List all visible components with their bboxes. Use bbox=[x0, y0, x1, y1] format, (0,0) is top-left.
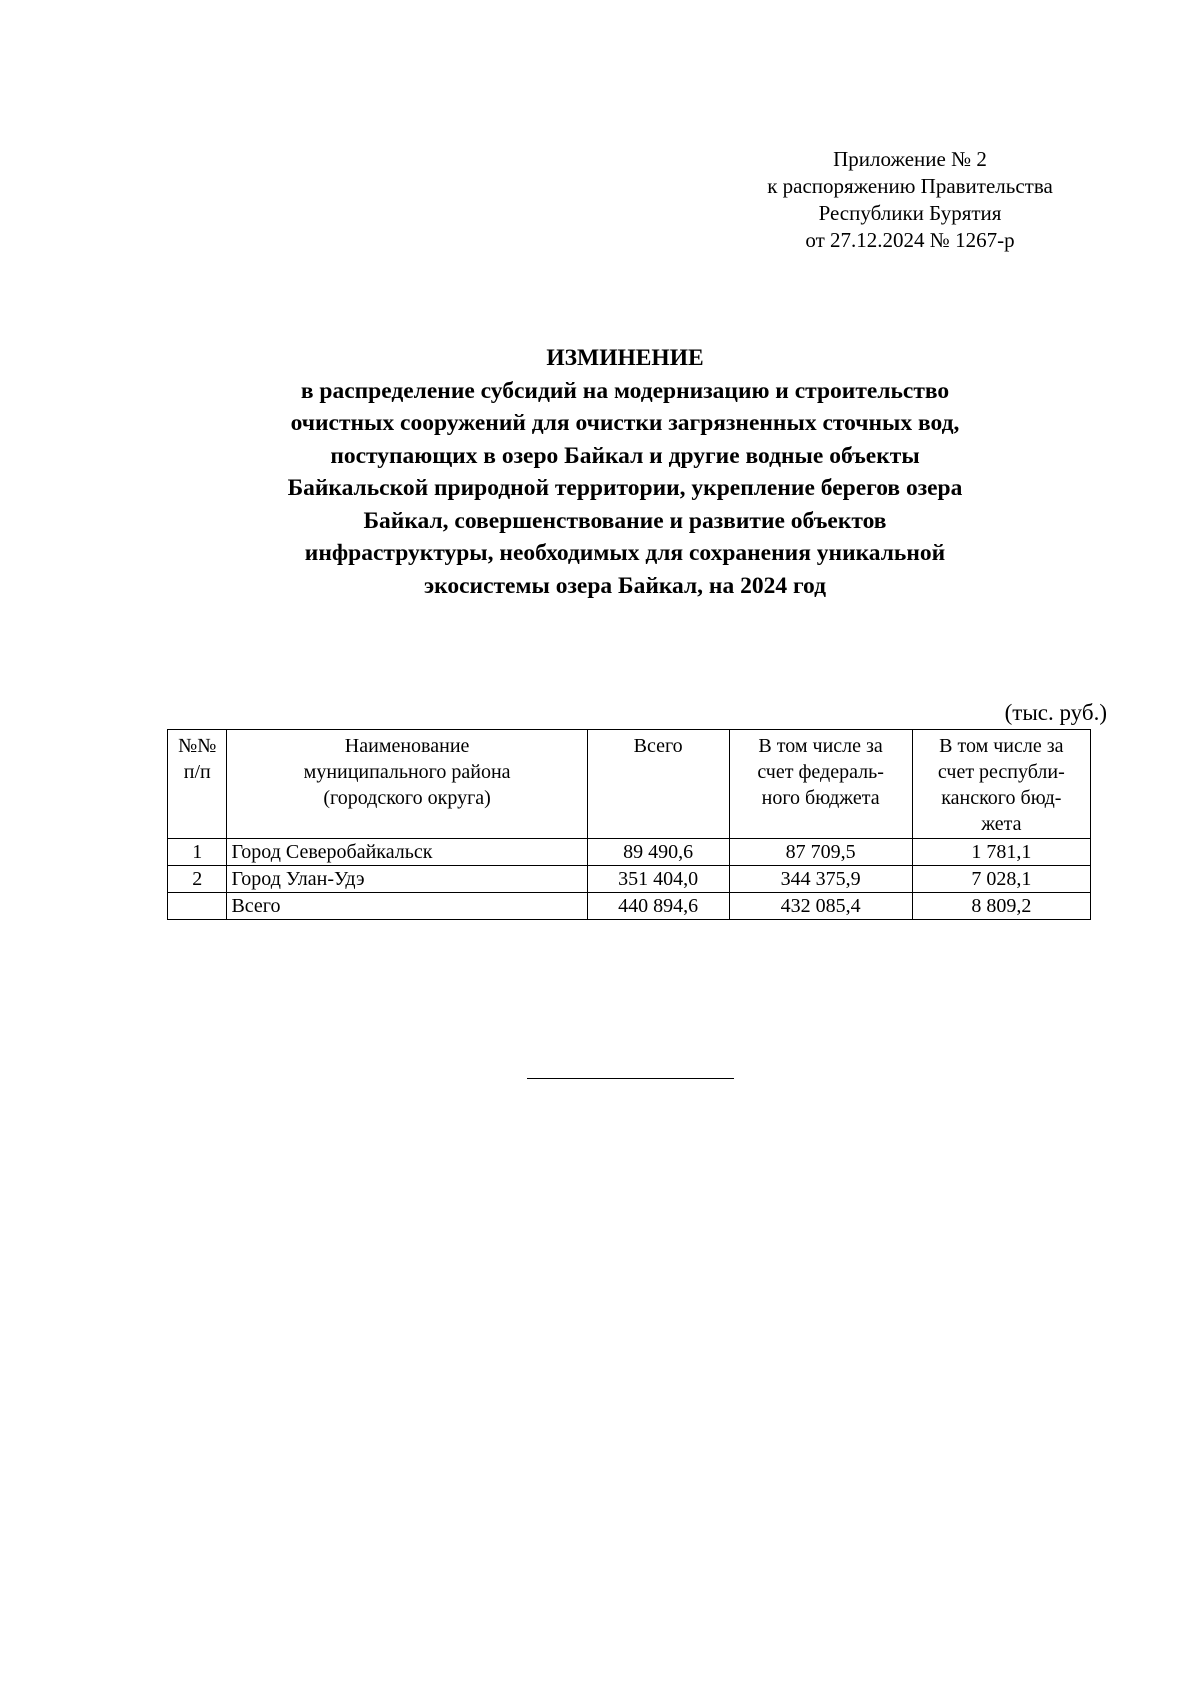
title-line: в распределение субсидий на модернизацию и строительство bbox=[300, 377, 950, 404]
row-number bbox=[168, 893, 227, 920]
appendix-line: Республики Бурятия bbox=[818, 201, 1002, 225]
title-line: Байкал, совершенствование и развитие объектов bbox=[363, 507, 887, 534]
title-line: Байкальской природной территории, укрепление берегов озера bbox=[287, 475, 963, 501]
table-row bbox=[168, 866, 1091, 893]
appendix-line: к распоряжению Правительства bbox=[767, 174, 1053, 198]
row-republic: 7 028,1 bbox=[912, 866, 1090, 893]
table-total-row bbox=[168, 893, 1091, 920]
appendix-line: Приложение № 2 bbox=[833, 147, 987, 171]
row-municipality: Город Северобайкальск bbox=[227, 839, 587, 866]
row-republic: 8 809,2 bbox=[912, 893, 1090, 920]
table-header-row bbox=[168, 730, 1091, 839]
header-municipality: Наименование муниципального района (городского округа) bbox=[227, 730, 587, 839]
appendix-reference bbox=[720, 146, 1100, 254]
title-line: поступающих в озеро Байкал и другие водные объекты bbox=[330, 442, 920, 469]
header-number: №№ п/п bbox=[168, 730, 227, 839]
row-municipality: Город Улан-Удэ bbox=[227, 866, 587, 893]
header-federal-budget: В том числе за счет федераль- ного бюджета bbox=[729, 730, 912, 839]
row-federal: 344 375,9 bbox=[729, 866, 912, 893]
header-total: Всего bbox=[587, 730, 729, 839]
row-total: 440 894,6 bbox=[587, 893, 729, 920]
row-federal: 432 085,4 bbox=[729, 893, 912, 920]
row-number: 2 bbox=[168, 866, 227, 893]
title-line: инфраструктуры, необходимых для сохранения уникальной bbox=[304, 540, 946, 566]
title-line: экосистемы озера Байкал, на 2024 год bbox=[423, 572, 827, 599]
document-title bbox=[175, 342, 1075, 602]
title-line: очистных сооружений для очистки загрязненных сточных вод, bbox=[290, 410, 960, 436]
row-republic: 1 781,1 bbox=[912, 839, 1090, 866]
row-number: 1 bbox=[168, 839, 227, 866]
row-federal: 87 709,5 bbox=[729, 839, 912, 866]
appendix-line: от 27.12.2024 № 1267-р bbox=[805, 228, 1015, 252]
closing-rule bbox=[527, 1078, 734, 1079]
header-republic-budget: В том числе за счет республи- канского бюд- жета bbox=[912, 730, 1090, 839]
unit-label: (тыс. руб.) bbox=[1004, 700, 1107, 725]
row-total: 351 404,0 bbox=[587, 866, 729, 893]
row-municipality: Всего bbox=[227, 893, 587, 920]
row-total: 89 490,6 bbox=[587, 839, 729, 866]
table-row bbox=[168, 839, 1091, 866]
subsidy-table bbox=[167, 729, 1091, 920]
title-heading: ИЗМИНЕНИЕ bbox=[546, 345, 704, 371]
